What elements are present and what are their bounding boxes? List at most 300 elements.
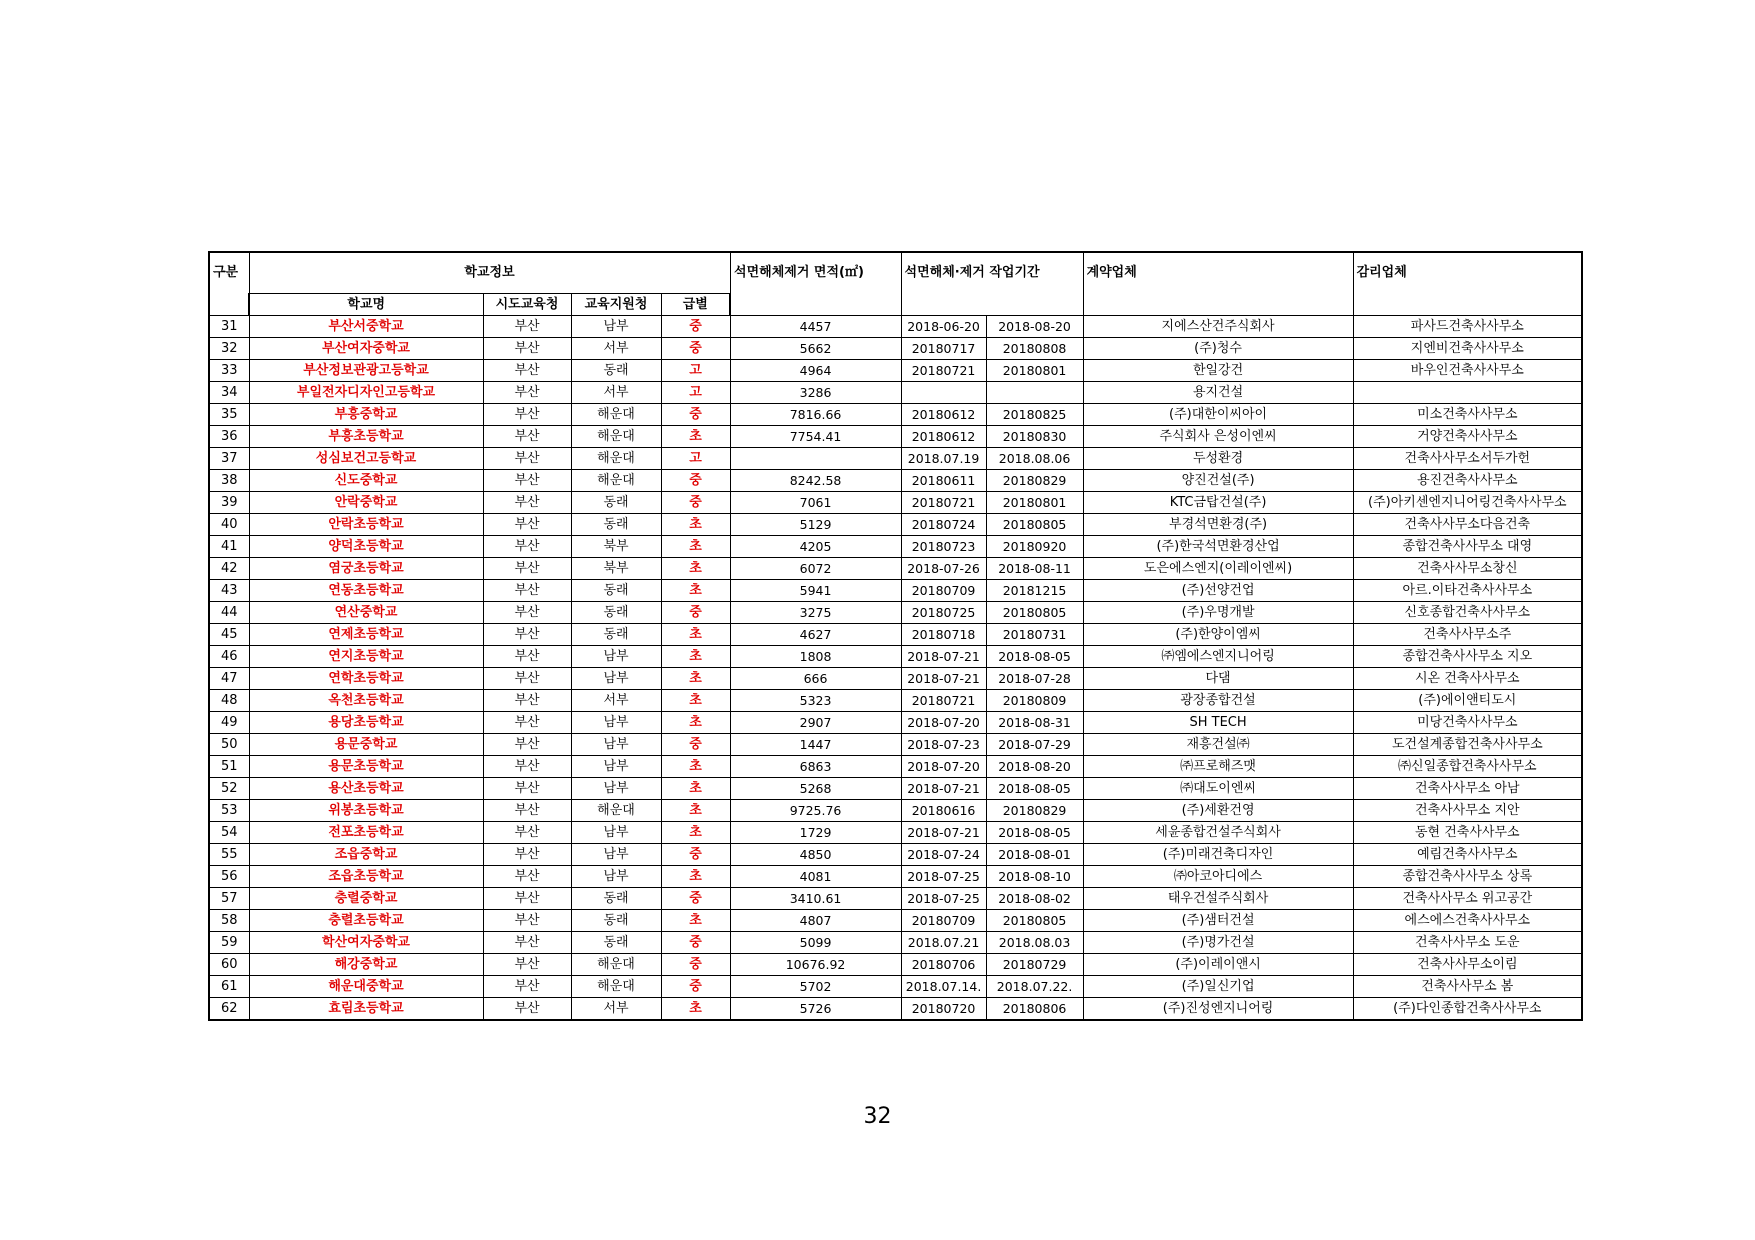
grade: 초 [661,690,730,712]
sido-office: 부산 [483,426,571,448]
sido-office: 부산 [483,778,571,800]
district-office: 남부 [571,712,661,734]
contractor: ㈜아코아디에스 [1083,866,1353,888]
removal-area: 666 [730,668,901,690]
removal-area: 4964 [730,360,901,382]
removal-area: 4627 [730,624,901,646]
end-date: 2018-07-29 [986,734,1083,756]
start-date: 20180709 [901,580,986,602]
removal-area: 5268 [730,778,901,800]
grade: 초 [661,778,730,800]
removal-area: 9725.76 [730,800,901,822]
removal-area: 4081 [730,866,901,888]
district-office: 남부 [571,778,661,800]
table-row [209,734,1582,756]
table-row [209,976,1582,998]
header-period: 석면해체·제거 작업기간 [901,252,1083,316]
table-row [209,778,1582,800]
school-name: 조읍초등학교 [249,866,483,888]
contractor: (주)한양이엠씨 [1083,624,1353,646]
district-office: 북부 [571,536,661,558]
grade: 중 [661,404,730,426]
sido-office: 부산 [483,360,571,382]
supervisor: 건축사사무소 도운 [1353,932,1582,954]
start-date: 2018-07-25 [901,866,986,888]
contractor: (주)진성엔지니어링 [1083,998,1353,1021]
school-name: 충렬중학교 [249,888,483,910]
row-number: 33 [209,360,249,382]
start-date: 2018-06-20 [901,316,986,338]
end-date: 20180806 [986,998,1083,1021]
row-number: 45 [209,624,249,646]
removal-area: 4457 [730,316,901,338]
grade: 초 [661,910,730,932]
start-date: 20180723 [901,536,986,558]
end-date: 20180805 [986,514,1083,536]
removal-area: 5323 [730,690,901,712]
start-date [901,382,986,404]
grade: 중 [661,976,730,998]
header-supervisor: 감리업체 [1353,252,1582,316]
contractor: 두성환경 [1083,448,1353,470]
contractor: 지에스산건주식회사 [1083,316,1353,338]
header-school-info: 학교정보 [249,252,730,294]
removal-area: 2907 [730,712,901,734]
grade: 중 [661,316,730,338]
start-date: 20180611 [901,470,986,492]
row-number: 52 [209,778,249,800]
district-office: 남부 [571,316,661,338]
header-area: 석면해체제거 면적(㎡) [730,252,901,316]
supervisor [1353,382,1582,404]
row-number: 41 [209,536,249,558]
removal-area: 1447 [730,734,901,756]
school-name: 용당초등학교 [249,712,483,734]
end-date: 20180808 [986,338,1083,360]
contractor: 주식회사 은성이엔씨 [1083,426,1353,448]
header-sido: 시도교육청 [483,294,571,316]
sido-office: 부산 [483,382,571,404]
end-date: 2018-08-20 [986,316,1083,338]
grade: 초 [661,514,730,536]
row-number: 56 [209,866,249,888]
table-row [209,536,1582,558]
end-date: 2018-08-05 [986,822,1083,844]
grade: 고 [661,360,730,382]
district-office: 서부 [571,382,661,404]
end-date: 20180805 [986,602,1083,624]
removal-area [730,448,901,470]
supervisor: 도건설계종합건축사사무소 [1353,734,1582,756]
district-office: 남부 [571,866,661,888]
row-number: 34 [209,382,249,404]
removal-area: 7754.41 [730,426,901,448]
district-office: 동래 [571,602,661,624]
school-name: 용문중학교 [249,734,483,756]
contractor: 양진건설(주) [1083,470,1353,492]
table-row [209,404,1582,426]
sido-office: 부산 [483,624,571,646]
sido-office: 부산 [483,514,571,536]
end-date: 20180805 [986,910,1083,932]
removal-area: 7816.66 [730,404,901,426]
removal-area: 5129 [730,514,901,536]
school-name: 조읍중학교 [249,844,483,866]
end-date: 2018.07.22. [986,976,1083,998]
sido-office: 부산 [483,844,571,866]
removal-area: 5726 [730,998,901,1021]
district-office: 해운대 [571,470,661,492]
row-number: 39 [209,492,249,514]
end-date: 20180830 [986,426,1083,448]
sido-office: 부산 [483,646,571,668]
end-date: 20180801 [986,492,1083,514]
end-date: 20180920 [986,536,1083,558]
supervisor: 동현 건축사사무소 [1353,822,1582,844]
sido-office: 부산 [483,954,571,976]
end-date: 2018-08-10 [986,866,1083,888]
table-row [209,822,1582,844]
district-office: 남부 [571,668,661,690]
start-date: 20180720 [901,998,986,1021]
start-date: 2018-07-23 [901,734,986,756]
removal-area: 6072 [730,558,901,580]
table-row [209,756,1582,778]
end-date: 20180801 [986,360,1083,382]
removal-area: 4205 [730,536,901,558]
district-office: 해운대 [571,404,661,426]
row-number: 36 [209,426,249,448]
removal-area: 3410.61 [730,888,901,910]
row-number: 60 [209,954,249,976]
school-name: 신도중학교 [249,470,483,492]
contractor: (주)선양건업 [1083,580,1353,602]
row-number: 62 [209,998,249,1021]
supervisor: 종합건축사사무소 지오 [1353,646,1582,668]
supervisor: 지엔비건축사사무소 [1353,338,1582,360]
contractor: (주)대한이씨아이 [1083,404,1353,426]
school-name: 성심보건고등학교 [249,448,483,470]
table-row [209,800,1582,822]
table-row [209,932,1582,954]
start-date: 2018-07-21 [901,668,986,690]
end-date: 2018-08-05 [986,778,1083,800]
grade: 초 [661,536,730,558]
contractor: 도은에스엔지(이레이엔씨) [1083,558,1353,580]
end-date: 2018-08-02 [986,888,1083,910]
start-date: 20180616 [901,800,986,822]
sido-office: 부산 [483,338,571,360]
end-date: 20180731 [986,624,1083,646]
contractor: 용지건설 [1083,382,1353,404]
table-row [209,382,1582,404]
school-name: 효림초등학교 [249,998,483,1021]
contractor: (주)샘터건설 [1083,910,1353,932]
removal-area: 4850 [730,844,901,866]
supervisor: 건축사사무소다음건축 [1353,514,1582,536]
end-date: 2018-08-01 [986,844,1083,866]
grade: 중 [661,470,730,492]
grade: 초 [661,624,730,646]
table-row [209,492,1582,514]
sido-office: 부산 [483,866,571,888]
school-name: 부흥초등학교 [249,426,483,448]
district-office: 동래 [571,910,661,932]
removal-area: 1808 [730,646,901,668]
school-name: 용문초등학교 [249,756,483,778]
row-number: 31 [209,316,249,338]
row-number: 43 [209,580,249,602]
contractor: 세윤종합건설주식회사 [1083,822,1353,844]
row-number: 32 [209,338,249,360]
school-name: 부산정보관광고등학교 [249,360,483,382]
grade: 초 [661,558,730,580]
start-date: 2018.07.21 [901,932,986,954]
sido-office: 부산 [483,536,571,558]
grade: 중 [661,338,730,360]
table-row [209,470,1582,492]
sido-office: 부산 [483,888,571,910]
row-number: 44 [209,602,249,624]
row-number: 59 [209,932,249,954]
sido-office: 부산 [483,800,571,822]
supervisor: 파사드건축사사무소 [1353,316,1582,338]
removal-area: 3275 [730,602,901,624]
contractor: (주)이레이앤시 [1083,954,1353,976]
start-date: 20180721 [901,690,986,712]
district-office: 동래 [571,360,661,382]
end-date: 2018.08.06 [986,448,1083,470]
district-office: 서부 [571,998,661,1021]
table-row [209,316,1582,338]
header-gubun: 구분 [209,252,249,316]
contractor: (주)명가건설 [1083,932,1353,954]
start-date: 20180721 [901,360,986,382]
supervisor: 아르.이타건축사사무소 [1353,580,1582,602]
end-date: 2018-07-28 [986,668,1083,690]
sido-office: 부산 [483,932,571,954]
supervisor: 건축사사무소 아남 [1353,778,1582,800]
start-date: 20180721 [901,492,986,514]
row-number: 50 [209,734,249,756]
grade: 중 [661,602,730,624]
contractor: (주)미래건축디자인 [1083,844,1353,866]
table-row [209,888,1582,910]
table-row [209,954,1582,976]
supervisor: 미당건축사사무소 [1353,712,1582,734]
header-office: 교육지원청 [571,294,661,316]
start-date: 20180718 [901,624,986,646]
school-name: 부산여자중학교 [249,338,483,360]
start-date: 20180706 [901,954,986,976]
district-office: 해운대 [571,800,661,822]
supervisor: 미소건축사사무소 [1353,404,1582,426]
table-row [209,712,1582,734]
sido-office: 부산 [483,448,571,470]
school-name: 염궁초등학교 [249,558,483,580]
header-grade: 급별 [661,294,730,316]
sido-office: 부산 [483,756,571,778]
sido-office: 부산 [483,404,571,426]
row-number: 35 [209,404,249,426]
start-date: 2018-07-21 [901,778,986,800]
grade: 초 [661,646,730,668]
row-number: 53 [209,800,249,822]
contractor: (주)한국석면환경산업 [1083,536,1353,558]
row-number: 49 [209,712,249,734]
contractor: ㈜프로해즈맷 [1083,756,1353,778]
end-date: 20180729 [986,954,1083,976]
end-date: 20180825 [986,404,1083,426]
grade: 초 [661,580,730,602]
supervisor: (주)에이앤티도시 [1353,690,1582,712]
contractor: KTC금탑건설(주) [1083,492,1353,514]
removal-area: 5662 [730,338,901,360]
row-number: 61 [209,976,249,998]
school-name: 연지초등학교 [249,646,483,668]
grade: 초 [661,756,730,778]
district-office: 남부 [571,756,661,778]
supervisor: 건축사사무소 지안 [1353,800,1582,822]
table-row [209,448,1582,470]
removal-area: 3286 [730,382,901,404]
removal-area: 4807 [730,910,901,932]
start-date: 2018-07-21 [901,646,986,668]
removal-area: 6863 [730,756,901,778]
contractor: ㈜엠에스엔지니어링 [1083,646,1353,668]
grade: 중 [661,734,730,756]
district-office: 북부 [571,558,661,580]
table-row [209,998,1582,1021]
removal-area: 5099 [730,932,901,954]
district-office: 서부 [571,338,661,360]
contractor: SH TECH [1083,712,1353,734]
district-office: 남부 [571,822,661,844]
row-number: 38 [209,470,249,492]
start-date: 20180717 [901,338,986,360]
grade: 초 [661,426,730,448]
table-row [209,690,1582,712]
district-office: 해운대 [571,426,661,448]
supervisor: 바우인건축사사무소 [1353,360,1582,382]
removal-area: 5702 [730,976,901,998]
table-row [209,338,1582,360]
end-date: 2018.08.03 [986,932,1083,954]
school-name: 연동초등학교 [249,580,483,602]
start-date: 2018-07-24 [901,844,986,866]
school-name: 위봉초등학교 [249,800,483,822]
contractor: (주)청수 [1083,338,1353,360]
district-office: 동래 [571,580,661,602]
supervisor: 건축사사무소서두가헌 [1353,448,1582,470]
page-number: 32 [863,1104,892,1129]
table-row [209,668,1582,690]
district-office: 동래 [571,514,661,536]
grade: 초 [661,712,730,734]
grade: 고 [661,382,730,404]
school-name: 양덕초등학교 [249,536,483,558]
grade: 중 [661,844,730,866]
grade: 중 [661,932,730,954]
grade: 초 [661,822,730,844]
row-number: 55 [209,844,249,866]
removal-area: 1729 [730,822,901,844]
grade: 중 [661,492,730,514]
school-name: 연산중학교 [249,602,483,624]
contractor: 다댐 [1083,668,1353,690]
start-date: 2018-07-25 [901,888,986,910]
grade: 중 [661,888,730,910]
row-number: 51 [209,756,249,778]
row-number: 48 [209,690,249,712]
district-office: 남부 [571,646,661,668]
grade: 중 [661,954,730,976]
district-office: 해운대 [571,976,661,998]
end-date: 2018-08-31 [986,712,1083,734]
district-office: 동래 [571,492,661,514]
sido-office: 부산 [483,822,571,844]
table-row [209,624,1582,646]
school-name: 부일전자디자인고등학교 [249,382,483,404]
table-row [209,514,1582,536]
district-office: 서부 [571,690,661,712]
supervisor: 용진건축사사무소 [1353,470,1582,492]
header-school-name: 학교명 [249,294,483,316]
table-row [209,844,1582,866]
sido-office: 부산 [483,998,571,1021]
table-row [209,580,1582,602]
district-office: 동래 [571,888,661,910]
supervisor: 종합건축사사무소 대영 [1353,536,1582,558]
row-number: 46 [209,646,249,668]
start-date: 2018-07-20 [901,712,986,734]
table-row [209,646,1582,668]
table-row [209,426,1582,448]
end-date: 2018-08-11 [986,558,1083,580]
supervisor: 건축사사무소이림 [1353,954,1582,976]
table-row [209,866,1582,888]
removal-area: 10676.92 [730,954,901,976]
end-date: 20180809 [986,690,1083,712]
school-name: 옥천초등학교 [249,690,483,712]
end-date: 2018-08-05 [986,646,1083,668]
table-row [209,910,1582,932]
row-number: 42 [209,558,249,580]
district-office: 남부 [571,844,661,866]
grade: 초 [661,866,730,888]
supervisor: ㈜신일종합건축사사무소 [1353,756,1582,778]
removal-area: 8242.58 [730,470,901,492]
row-number: 57 [209,888,249,910]
supervisor: 건축사사무소창신 [1353,558,1582,580]
sido-office: 부산 [483,580,571,602]
district-office: 해운대 [571,448,661,470]
school-name: 용산초등학교 [249,778,483,800]
school-name: 충렬초등학교 [249,910,483,932]
school-name: 연제초등학교 [249,624,483,646]
start-date: 2018-07-21 [901,822,986,844]
contractor: 부경석면환경(주) [1083,514,1353,536]
sido-office: 부산 [483,668,571,690]
supervisor: (주)다인종합건축사사무소 [1353,998,1582,1021]
removal-area: 7061 [730,492,901,514]
row-number: 47 [209,668,249,690]
end-date: 20180829 [986,800,1083,822]
school-name: 연학초등학교 [249,668,483,690]
supervisor: 거양건축사사무소 [1353,426,1582,448]
sido-office: 부산 [483,690,571,712]
supervisor: 시온 건축사사무소 [1353,668,1582,690]
